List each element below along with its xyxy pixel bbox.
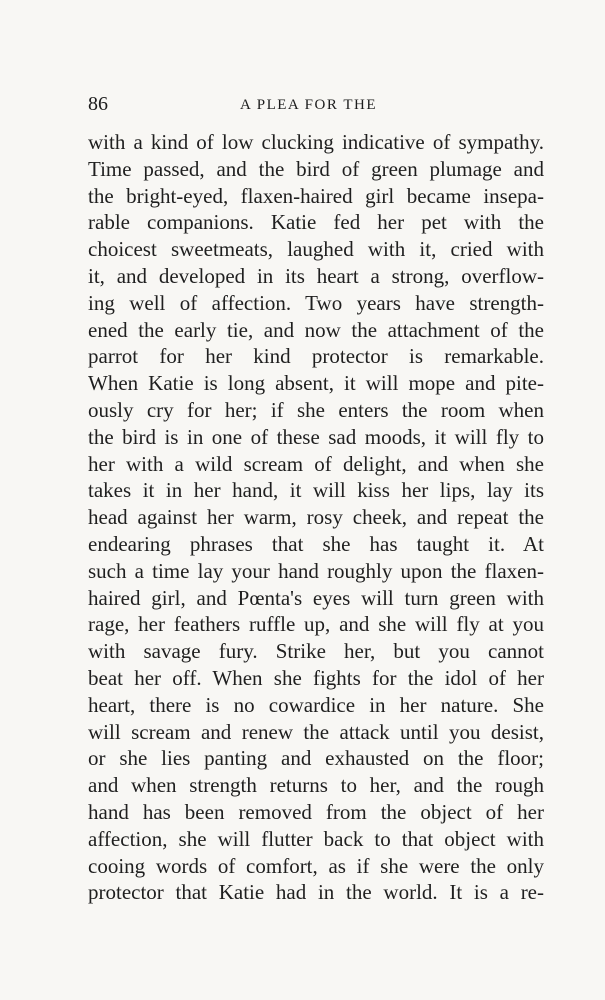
text-line: the bird is in one of these sad moods, it will fly to (88, 424, 544, 449)
text-line: When Katie is long absent, it will mope and pite- (88, 371, 544, 396)
text-line: it, and developed in its heart a strong, overflow- (88, 263, 544, 288)
text-line: affection, she will flutter back to that object with (88, 826, 544, 851)
text-line: ing well of affection. Two years have strength- (88, 290, 544, 315)
body-text (88, 129, 544, 906)
text-line: rage, her feathers ruffle up, and she will fly at you (88, 612, 544, 637)
text-line: rable companions. Katie fed her pet with the (88, 210, 544, 235)
text-line: choicest sweetmeats, laughed with it, cried with (88, 237, 544, 262)
page-number: 86 (88, 93, 108, 115)
text-line: the bright-eyed, flaxen-haired girl became insepa- (88, 183, 544, 208)
text-line: her with a wild scream of delight, and when she (88, 451, 544, 476)
running-title: A PLEA FOR THE (240, 97, 377, 113)
text-line: endearing phrases that she has taught it. At (88, 531, 544, 556)
text-line: protector that Katie had in the world. It is a re- (88, 880, 544, 905)
text-line: haired girl, and Pœnta's eyes will turn green with (88, 585, 544, 610)
text-line: such a time lay your hand roughly upon the flaxen- (88, 558, 544, 583)
text-line: hand has been removed from the object of her (88, 799, 544, 824)
running-head (88, 92, 544, 118)
text-line: cooing words of comfort, as if she were the only (88, 853, 544, 878)
text-line: takes it in her hand, it will kiss her lips, lay its (88, 478, 544, 503)
text-line: or she lies panting and exhausted on the floor; (88, 746, 544, 771)
text-line: Time passed, and the bird of green plumage and (88, 156, 544, 181)
text-line: and when strength returns to her, and the rough (88, 773, 544, 798)
text-line: head against her warm, rosy cheek, and repeat the (88, 505, 544, 530)
text-line: beat her off. When she fights for the idol of her (88, 665, 544, 690)
text-line: ously cry for her; if she enters the room when (88, 397, 544, 422)
text-line: will scream and renew the attack until you desist, (88, 719, 544, 744)
text-line: with a kind of low clucking indicative of sympathy. (88, 130, 544, 154)
text-line: parrot for her kind protector is remarkable. (88, 344, 544, 369)
text-line: heart, there is no cowardice in her nature. She (88, 692, 544, 717)
text-line: with savage fury. Strike her, but you cannot (88, 639, 544, 664)
text-line: ened the early tie, and now the attachment of the (88, 317, 544, 342)
